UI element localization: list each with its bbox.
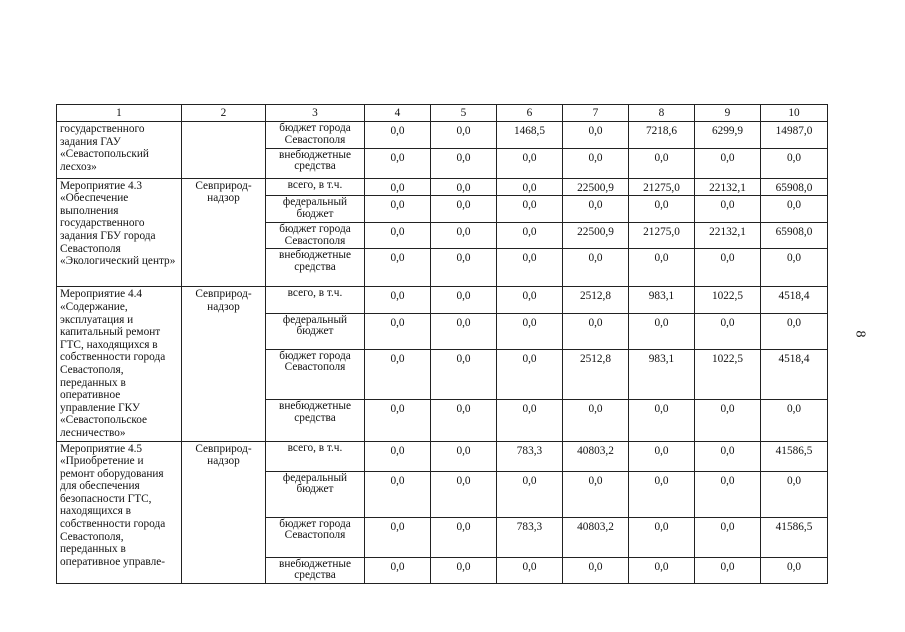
value-cell: 0,0 xyxy=(431,399,497,441)
value-cell: 65908,0 xyxy=(761,178,828,196)
value-cell: 0,0 xyxy=(761,196,828,223)
value-cell: 0,0 xyxy=(761,249,828,287)
activity-cell: Мероприятие 4.3 «Обеспечение выполнения государственного задания ГБУ города Севастополя «Экологический центр» xyxy=(57,178,182,287)
header-row xyxy=(57,105,828,122)
value-cell: 0,0 xyxy=(695,249,761,287)
value-cell: 0,0 xyxy=(365,287,431,313)
value-cell: 0,0 xyxy=(497,178,563,196)
value-cell: 0,0 xyxy=(365,222,431,249)
value-cell: 0,0 xyxy=(365,122,431,149)
value-cell: 0,0 xyxy=(695,148,761,178)
value-cell: 0,0 xyxy=(365,441,431,471)
header-cell: 9 xyxy=(695,105,761,122)
funding-source-cell: всего, в т.ч. xyxy=(266,287,365,313)
value-cell: 0,0 xyxy=(431,122,497,149)
value-cell: 0,0 xyxy=(431,287,497,313)
value-cell: 0,0 xyxy=(497,196,563,223)
responsible-cell: Севприрод-надзор xyxy=(182,178,266,287)
activity-cell: государственного задания ГАУ «Севастопольский лесхоз» xyxy=(57,122,182,179)
value-cell: 0,0 xyxy=(629,557,695,584)
value-cell: 983,1 xyxy=(629,349,695,399)
table-row xyxy=(57,287,828,313)
value-cell: 41586,5 xyxy=(761,517,828,557)
value-cell: 0,0 xyxy=(695,399,761,441)
activity-cell: Мероприятие 4.5 «Приобретение и ремонт оборудования для обеспечения безопасности ГТС, находящихся в собственности города Севастополя, переданных в оперативное управле- xyxy=(57,441,182,584)
funding-source-cell: федеральный бюджет xyxy=(266,471,365,517)
value-cell: 1022,5 xyxy=(695,349,761,399)
value-cell: 0,0 xyxy=(365,249,431,287)
budget-table xyxy=(56,104,828,584)
value-cell: 0,0 xyxy=(497,557,563,584)
value-cell: 40803,2 xyxy=(563,517,629,557)
table-row xyxy=(57,178,828,196)
value-cell: 0,0 xyxy=(563,471,629,517)
value-cell: 4518,4 xyxy=(761,349,828,399)
value-cell: 21275,0 xyxy=(629,178,695,196)
funding-source-cell: внебюджетные средства xyxy=(266,148,365,178)
value-cell: 2512,8 xyxy=(563,349,629,399)
value-cell: 22500,9 xyxy=(563,222,629,249)
value-cell: 0,0 xyxy=(431,471,497,517)
value-cell: 21275,0 xyxy=(629,222,695,249)
value-cell: 22132,1 xyxy=(695,178,761,196)
value-cell: 2512,8 xyxy=(563,287,629,313)
value-cell: 22500,9 xyxy=(563,178,629,196)
value-cell: 0,0 xyxy=(761,471,828,517)
responsible-cell: Севприрод-надзор xyxy=(182,287,266,441)
value-cell: 0,0 xyxy=(497,287,563,313)
funding-source-cell: федеральный бюджет xyxy=(266,313,365,349)
value-cell: 7218,6 xyxy=(629,122,695,149)
value-cell: 0,0 xyxy=(629,441,695,471)
value-cell: 0,0 xyxy=(431,313,497,349)
value-cell: 0,0 xyxy=(563,313,629,349)
value-cell: 0,0 xyxy=(629,249,695,287)
value-cell: 0,0 xyxy=(629,399,695,441)
header-cell: 2 xyxy=(182,105,266,122)
value-cell: 0,0 xyxy=(365,148,431,178)
value-cell: 783,3 xyxy=(497,517,563,557)
value-cell: 0,0 xyxy=(761,313,828,349)
value-cell: 0,0 xyxy=(365,178,431,196)
funding-source-cell: всего, в т.ч. xyxy=(266,441,365,471)
value-cell: 0,0 xyxy=(563,249,629,287)
value-cell: 0,0 xyxy=(365,196,431,223)
value-cell: 0,0 xyxy=(629,148,695,178)
value-cell: 0,0 xyxy=(497,399,563,441)
header-cell: 8 xyxy=(629,105,695,122)
value-cell: 0,0 xyxy=(695,557,761,584)
value-cell: 0,0 xyxy=(431,222,497,249)
value-cell: 0,0 xyxy=(431,196,497,223)
value-cell: 0,0 xyxy=(365,349,431,399)
value-cell: 0,0 xyxy=(563,196,629,223)
funding-source-cell: федеральный бюджет xyxy=(266,196,365,223)
value-cell: 0,0 xyxy=(365,399,431,441)
header-cell: 4 xyxy=(365,105,431,122)
value-cell: 0,0 xyxy=(629,313,695,349)
header-cell: 1 xyxy=(57,105,182,122)
value-cell: 0,0 xyxy=(497,148,563,178)
value-cell: 0,0 xyxy=(761,148,828,178)
value-cell: 0,0 xyxy=(497,222,563,249)
funding-source-cell: бюджет города Севастополя xyxy=(266,349,365,399)
value-cell: 0,0 xyxy=(695,517,761,557)
funding-source-cell: бюджет города Севастополя xyxy=(266,222,365,249)
value-cell: 4518,4 xyxy=(761,287,828,313)
funding-source-cell: внебюджетные средства xyxy=(266,249,365,287)
value-cell: 22132,1 xyxy=(695,222,761,249)
header-cell: 3 xyxy=(266,105,365,122)
value-cell: 0,0 xyxy=(497,471,563,517)
value-cell: 0,0 xyxy=(431,349,497,399)
value-cell: 0,0 xyxy=(761,557,828,584)
value-cell: 1022,5 xyxy=(695,287,761,313)
funding-source-cell: внебюджетные средства xyxy=(266,399,365,441)
value-cell: 0,0 xyxy=(695,196,761,223)
value-cell: 0,0 xyxy=(695,471,761,517)
header-cell: 10 xyxy=(761,105,828,122)
value-cell: 65908,0 xyxy=(761,222,828,249)
value-cell: 0,0 xyxy=(365,471,431,517)
header-cell: 6 xyxy=(497,105,563,122)
header-cell: 5 xyxy=(431,105,497,122)
funding-source-cell: бюджет города Севастополя xyxy=(266,517,365,557)
value-cell: 0,0 xyxy=(497,249,563,287)
value-cell: 0,0 xyxy=(431,148,497,178)
value-cell: 0,0 xyxy=(431,557,497,584)
value-cell: 0,0 xyxy=(695,441,761,471)
value-cell: 0,0 xyxy=(431,441,497,471)
funding-source-cell: бюджет города Севастополя xyxy=(266,122,365,149)
page-number: 8 xyxy=(852,330,868,338)
value-cell: 41586,5 xyxy=(761,441,828,471)
value-cell: 0,0 xyxy=(365,557,431,584)
value-cell: 0,0 xyxy=(497,313,563,349)
value-cell: 783,3 xyxy=(497,441,563,471)
value-cell: 14987,0 xyxy=(761,122,828,149)
value-cell: 0,0 xyxy=(629,196,695,223)
value-cell: 0,0 xyxy=(365,313,431,349)
value-cell: 0,0 xyxy=(695,313,761,349)
value-cell: 0,0 xyxy=(365,517,431,557)
funding-source-cell: внебюджетные средства xyxy=(266,557,365,584)
responsible-cell: Севприрод-надзор xyxy=(182,441,266,584)
value-cell: 40803,2 xyxy=(563,441,629,471)
value-cell: 0,0 xyxy=(629,517,695,557)
value-cell: 0,0 xyxy=(563,399,629,441)
value-cell: 0,0 xyxy=(629,471,695,517)
value-cell: 0,0 xyxy=(563,122,629,149)
value-cell: 6299,9 xyxy=(695,122,761,149)
value-cell: 0,0 xyxy=(563,148,629,178)
funding-source-cell: всего, в т.ч. xyxy=(266,178,365,196)
value-cell: 0,0 xyxy=(431,517,497,557)
value-cell: 0,0 xyxy=(431,178,497,196)
header-cell: 7 xyxy=(563,105,629,122)
value-cell: 983,1 xyxy=(629,287,695,313)
responsible-cell xyxy=(182,122,266,179)
value-cell: 0,0 xyxy=(761,399,828,441)
value-cell: 1468,5 xyxy=(497,122,563,149)
activity-cell: Мероприятие 4.4 «Содержание, эксплуатация и капитальный ремонт ГТС, находящихся в собственности города Севастополя, переданных в оперативное управление ГКУ «Севастопольское лесничество» xyxy=(57,287,182,441)
value-cell: 0,0 xyxy=(497,349,563,399)
value-cell: 0,0 xyxy=(563,557,629,584)
table-row xyxy=(57,441,828,471)
table-row xyxy=(57,122,828,149)
value-cell: 0,0 xyxy=(431,249,497,287)
